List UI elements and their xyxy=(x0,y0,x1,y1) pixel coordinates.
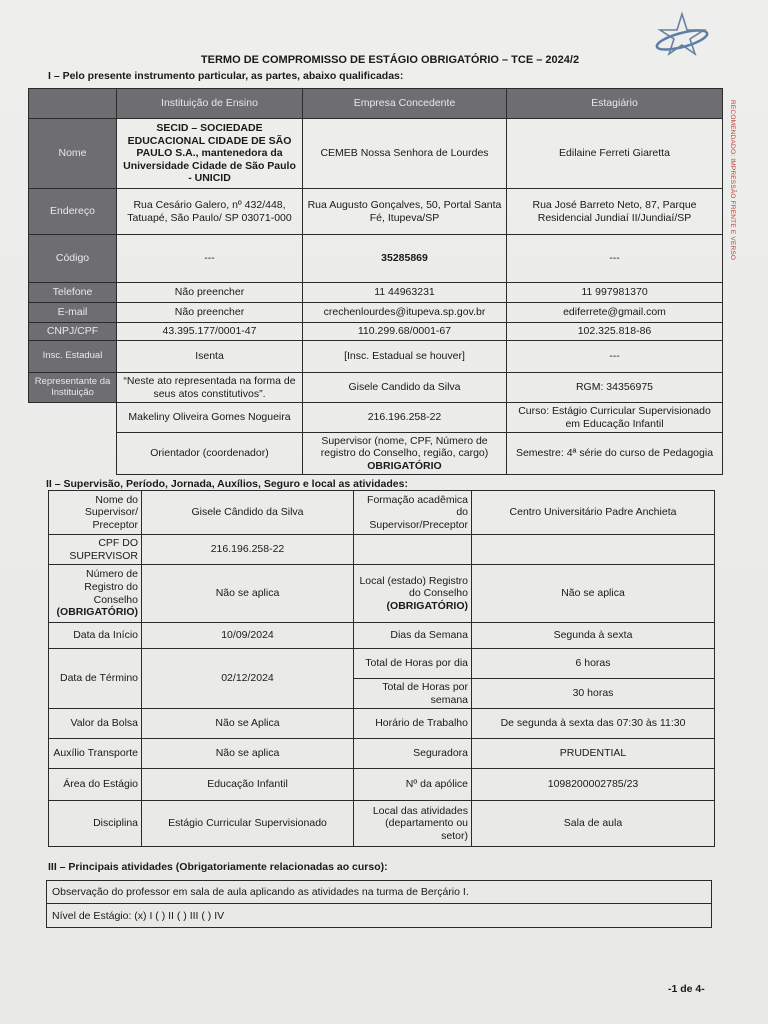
formacao-label: Formação acadêmica do Supervisor/Preceptor xyxy=(354,491,472,535)
disciplina-label: Disciplina xyxy=(49,801,142,847)
auxilio: Não se aplica xyxy=(142,739,354,769)
empresa-telefone: 11 44963231 xyxy=(303,283,507,303)
apolice: 1098200002785/23 xyxy=(472,769,715,801)
orientador-nome: Makeliny Oliveira Gomes Nogueira xyxy=(117,403,303,433)
label-insc: Insc. Estadual xyxy=(29,341,117,373)
estagiario-endereco: Rua José Barreto Neto, 87, Parque Residencial Jundiaí II/Jundiaí/SP xyxy=(507,189,723,235)
instituicao-email: Não preencher xyxy=(117,303,303,323)
nome-supervisor-label: Nome do Supervisor/ Preceptor xyxy=(49,491,142,535)
registro-obrigatorio: (OBRIGATÓRIO) xyxy=(56,606,138,619)
estagiario-curso: Curso: Estágio Curricular Supervisionado em Educação Infantil xyxy=(507,403,723,433)
estagiario-nome: Edilaine Ferreti Giaretta xyxy=(507,119,723,189)
label-telefone: Telefone xyxy=(29,283,117,303)
dias-label: Dias da Semana xyxy=(354,623,472,649)
label-cnpj: CNPJ/CPF xyxy=(29,323,117,341)
blank-cell xyxy=(29,433,117,475)
label-codigo: Código xyxy=(29,235,117,283)
registro: Não se aplica xyxy=(142,565,354,623)
horas-dia: 6 horas xyxy=(472,649,715,679)
supervisor-obrigatorio: OBRIGATÓRIO xyxy=(367,459,442,472)
horas-semana: 30 horas xyxy=(472,679,715,709)
empresa-cnpj: 110.299.68/0001-67 xyxy=(303,323,507,341)
data-inicio-label: Data da Início xyxy=(49,623,142,649)
bolsa: Não se Aplica xyxy=(142,709,354,739)
local-label: Local (estado) Registro do Conselho xyxy=(359,574,468,600)
horas-semana-label: Total de Horas por semana xyxy=(354,679,472,709)
instituicao-endereco: Rua Cesário Galero, nº 432/448, Tatuapé, São Paulo/ SP 03071-000 xyxy=(117,189,303,235)
nivel-text: Nível de Estágio: (x) I ( ) II ( ) III ( ) IV xyxy=(52,909,225,922)
estagiario-rgm: RGM: 34356975 xyxy=(507,373,723,403)
registro-label: Número de Registro do Conselho xyxy=(84,568,138,606)
observacao-box xyxy=(46,880,712,904)
instituicao-insc: Isenta xyxy=(117,341,303,373)
disciplina: Estágio Curricular Supervisionado xyxy=(142,801,354,847)
empresa-nome: CEMEB Nossa Senhora de Lourdes xyxy=(303,119,507,189)
header-empresa: Empresa Concedente xyxy=(303,89,507,119)
supervisor-label: Supervisor (nome, CPF, Número de registro do Conselho, região, cargo) xyxy=(320,434,489,460)
horario-label: Horário de Trabalho xyxy=(354,709,472,739)
local-atividades-label: Local das atividades (departamento ou setor) xyxy=(354,801,472,847)
print-recommendation-note: RECOMENDADO: IMPRESSÃO FRENTE E VERSO xyxy=(729,100,736,261)
instituicao-representante: “Neste ato representada na forma de seus atos constitutivos”. xyxy=(117,373,303,403)
observacao-text: Observação do professor em sala de aula aplicando as atividades na turma de Berçário I. xyxy=(52,886,469,898)
label-email: E-mail xyxy=(29,303,117,323)
cpf-supervisor-label: CPF DO SUPERVISOR xyxy=(49,535,142,565)
bolsa-label: Valor da Bolsa xyxy=(49,709,142,739)
formacao: Centro Universitário Padre Anchieta xyxy=(472,491,715,535)
auxilio-label: Auxílio Transporte xyxy=(49,739,142,769)
page-number: -1 de 4- xyxy=(668,983,705,995)
supervision-table xyxy=(48,490,715,847)
cpf-supervisor: 216.196.258-22 xyxy=(142,535,354,565)
local-atividades: Sala de aula xyxy=(472,801,715,847)
label-nome: Nome xyxy=(29,119,117,189)
dias: Segunda à sexta xyxy=(472,623,715,649)
empty-cell xyxy=(354,535,472,565)
instituicao-codigo: --- xyxy=(117,235,303,283)
supervisor-label-cell xyxy=(303,433,507,475)
blank-cell xyxy=(29,403,117,433)
estagiario-telefone: 11 997981370 xyxy=(507,283,723,303)
data-termino-label: Data de Término xyxy=(49,649,142,709)
area: Educação Infantil xyxy=(142,769,354,801)
empresa-representante: Gisele Candido da Silva xyxy=(303,373,507,403)
empresa-codigo: 35285869 xyxy=(303,235,507,283)
apolice-label: Nº da apólice xyxy=(354,769,472,801)
orientador-label: Orientador (coordenador) xyxy=(117,433,303,475)
horas-dia-label: Total de Horas por dia xyxy=(354,649,472,679)
empresa-email: crechenlourdes@itupeva.sp.gov.br xyxy=(303,303,507,323)
local-obrigatorio: (OBRIGATÓRIO) xyxy=(386,599,468,612)
header-instituicao: Instituição de Ensino xyxy=(117,89,303,119)
nome-supervisor: Gisele Cândido da Silva xyxy=(142,491,354,535)
instituicao-cnpj: 43.395.177/0001-47 xyxy=(117,323,303,341)
instituicao-nome: SECID – SOCIEDADE EDUCACIONAL CIDADE DE SÃO PAULO S.A., mantenedora da Universidade Cidade de São Paulo - UNICID xyxy=(117,119,303,189)
local: Não se aplica xyxy=(472,565,715,623)
parties-table xyxy=(28,88,723,475)
data-termino: 02/12/2024 xyxy=(142,649,354,709)
estagiario-semestre: Semestre: 4ª série do curso de Pedagogia xyxy=(507,433,723,475)
seguradora: PRUDENTIAL xyxy=(472,739,715,769)
document-title: TERMO DE COMPROMISSO DE ESTÁGIO OBRIGATÓRIO – TCE – 2024/2 xyxy=(200,54,580,66)
seguradora-label: Seguradora xyxy=(354,739,472,769)
section2-heading: II – Supervisão, Período, Jornada, Auxílios, Seguro e local as atividades: xyxy=(46,478,408,490)
supervisor-cpf: 216.196.258-22 xyxy=(303,403,507,433)
empty-cell xyxy=(472,535,715,565)
area-label: Área do Estágio xyxy=(49,769,142,801)
empresa-endereco: Rua Augusto Gonçalves, 50, Portal Santa Fé, Itupeva/SP xyxy=(303,189,507,235)
estagiario-insc: --- xyxy=(507,341,723,373)
section3-heading: III – Principais atividades (Obrigatoriamente relacionadas ao curso): xyxy=(48,861,388,873)
section1-heading: I – Pelo presente instrumento particular, as partes, abaixo qualificadas: xyxy=(48,70,404,82)
estagiario-cnpj: 102.325.818-86 xyxy=(507,323,723,341)
nivel-box xyxy=(46,904,712,928)
unicid-logo-icon xyxy=(652,10,712,58)
instituicao-telefone: Não preencher xyxy=(117,283,303,303)
data-inicio: 10/09/2024 xyxy=(142,623,354,649)
empty-header-cell xyxy=(29,89,117,119)
empresa-insc: [Insc. Estadual se houver] xyxy=(303,341,507,373)
registro-label-cell xyxy=(49,565,142,623)
estagiario-codigo: --- xyxy=(507,235,723,283)
horario: De segunda à sexta das 07:30 às 11:30 xyxy=(472,709,715,739)
estagiario-email: ediferrete@gmail.com xyxy=(507,303,723,323)
header-estagiario: Estagiário xyxy=(507,89,723,119)
local-label-cell xyxy=(354,565,472,623)
label-representante: Representante da Instituição xyxy=(29,373,117,403)
label-endereco: Endereço xyxy=(29,189,117,235)
